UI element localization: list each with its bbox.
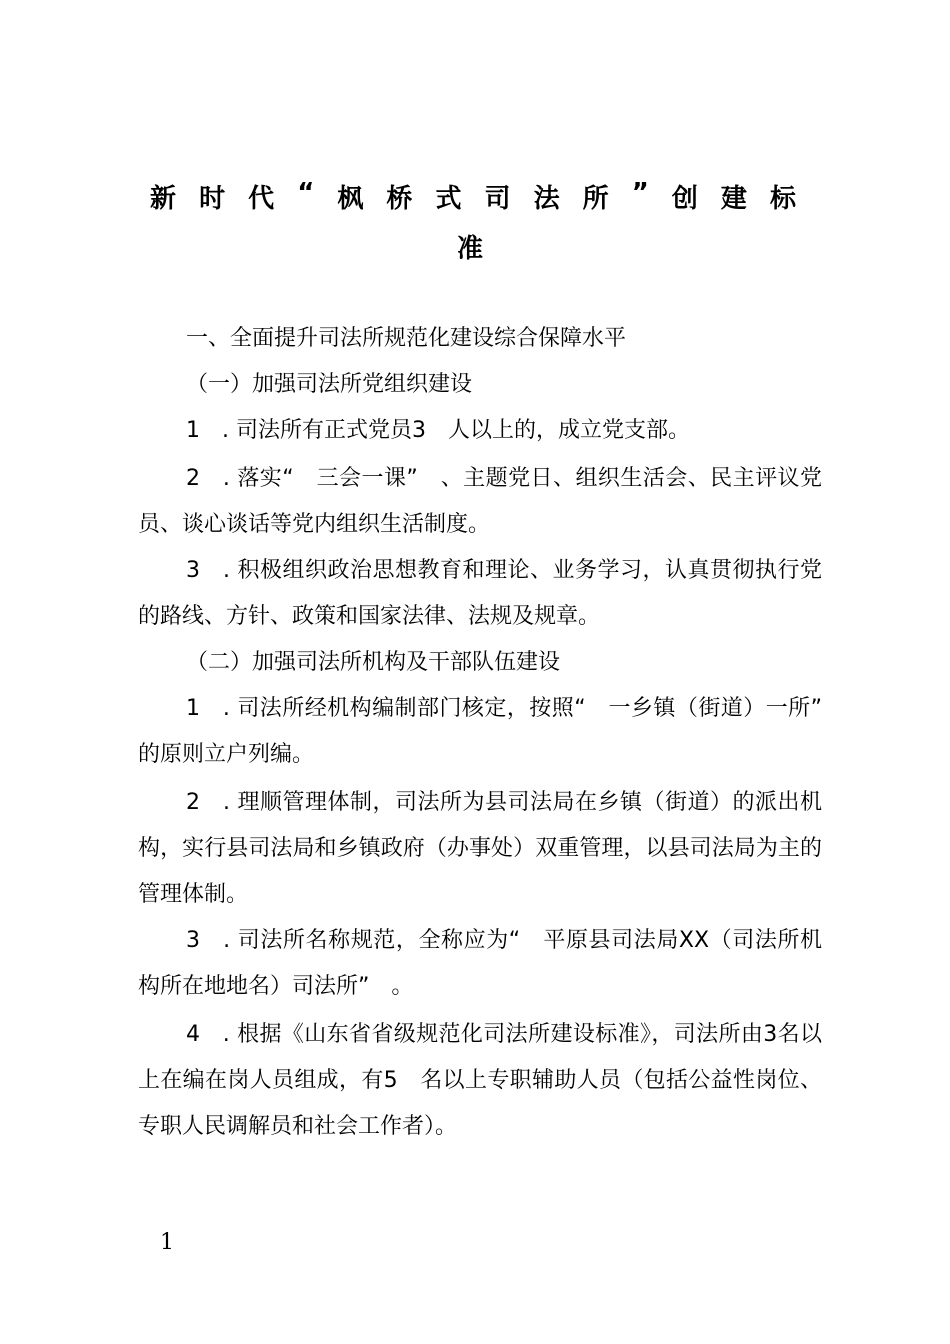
document-title-line-2: 准: [456, 234, 483, 264]
title-char: 代: [248, 184, 275, 214]
title-char: 标: [769, 184, 796, 214]
subsection-heading: （二）加强司法所机构及干部队伍建设: [186, 650, 561, 675]
title-char: 桥: [386, 184, 413, 214]
subsection-heading: （一）加强司法所党组织建设: [186, 372, 473, 397]
section-heading: 一、全面提升司法所规范化建设综合保障水平: [186, 326, 627, 351]
title-char: 建: [720, 184, 747, 214]
list-item: 2 . 理顺管理体制，司法所为县司法局在乡镇（街道）的派出机构，实行县司法局和乡镇政府（办事处）双重管理，以县司法局为主的管理体制。: [138, 790, 822, 907]
title-char: 法: [533, 184, 560, 214]
title-char: 司: [484, 184, 511, 214]
title-char: 所: [582, 184, 609, 214]
list-item: 1 . 司法所有正式党员3 人以上的，成立党支部。: [186, 418, 690, 443]
title-char: “: [297, 178, 315, 208]
title-char: 新: [150, 184, 177, 214]
title-char: ”: [631, 178, 649, 208]
list-item: 3 . 积极组织政治思想教育和理论、业务学习，认真贯彻执行党的路线、方针、政策和国家法律、法规及规章。: [138, 558, 822, 629]
list-item: 3 . 司法所名称规范，全称应为“ 平原县司法局XX（司法所机构所在地地名）司法所” 。: [138, 928, 822, 999]
list-item: 4 . 根据《山东省省级规范化司法所建设标准》，司法所由3名以上在编在岗人员组成，有5 名以上专职辅助人员（包括公益性岗位、专职人民调解员和社会工作者）。: [138, 1022, 822, 1139]
title-char: 创: [671, 184, 698, 214]
title-char: 枫: [337, 184, 364, 214]
list-item: 1 . 司法所经机构编制部门核定，按照“ 一乡镇（街道）一所” 的原则立户列编。: [138, 696, 845, 767]
list-item: 2 . 落实“ 三会一课” 、主题党日、组织生活会、民主评议党员、谈心谈话等党内组织生活制度。: [138, 466, 822, 537]
page-number: 1: [160, 1230, 174, 1255]
document-title-line-1: [150, 178, 796, 215]
title-char: 时: [199, 184, 226, 214]
title-char: 式: [435, 184, 462, 214]
